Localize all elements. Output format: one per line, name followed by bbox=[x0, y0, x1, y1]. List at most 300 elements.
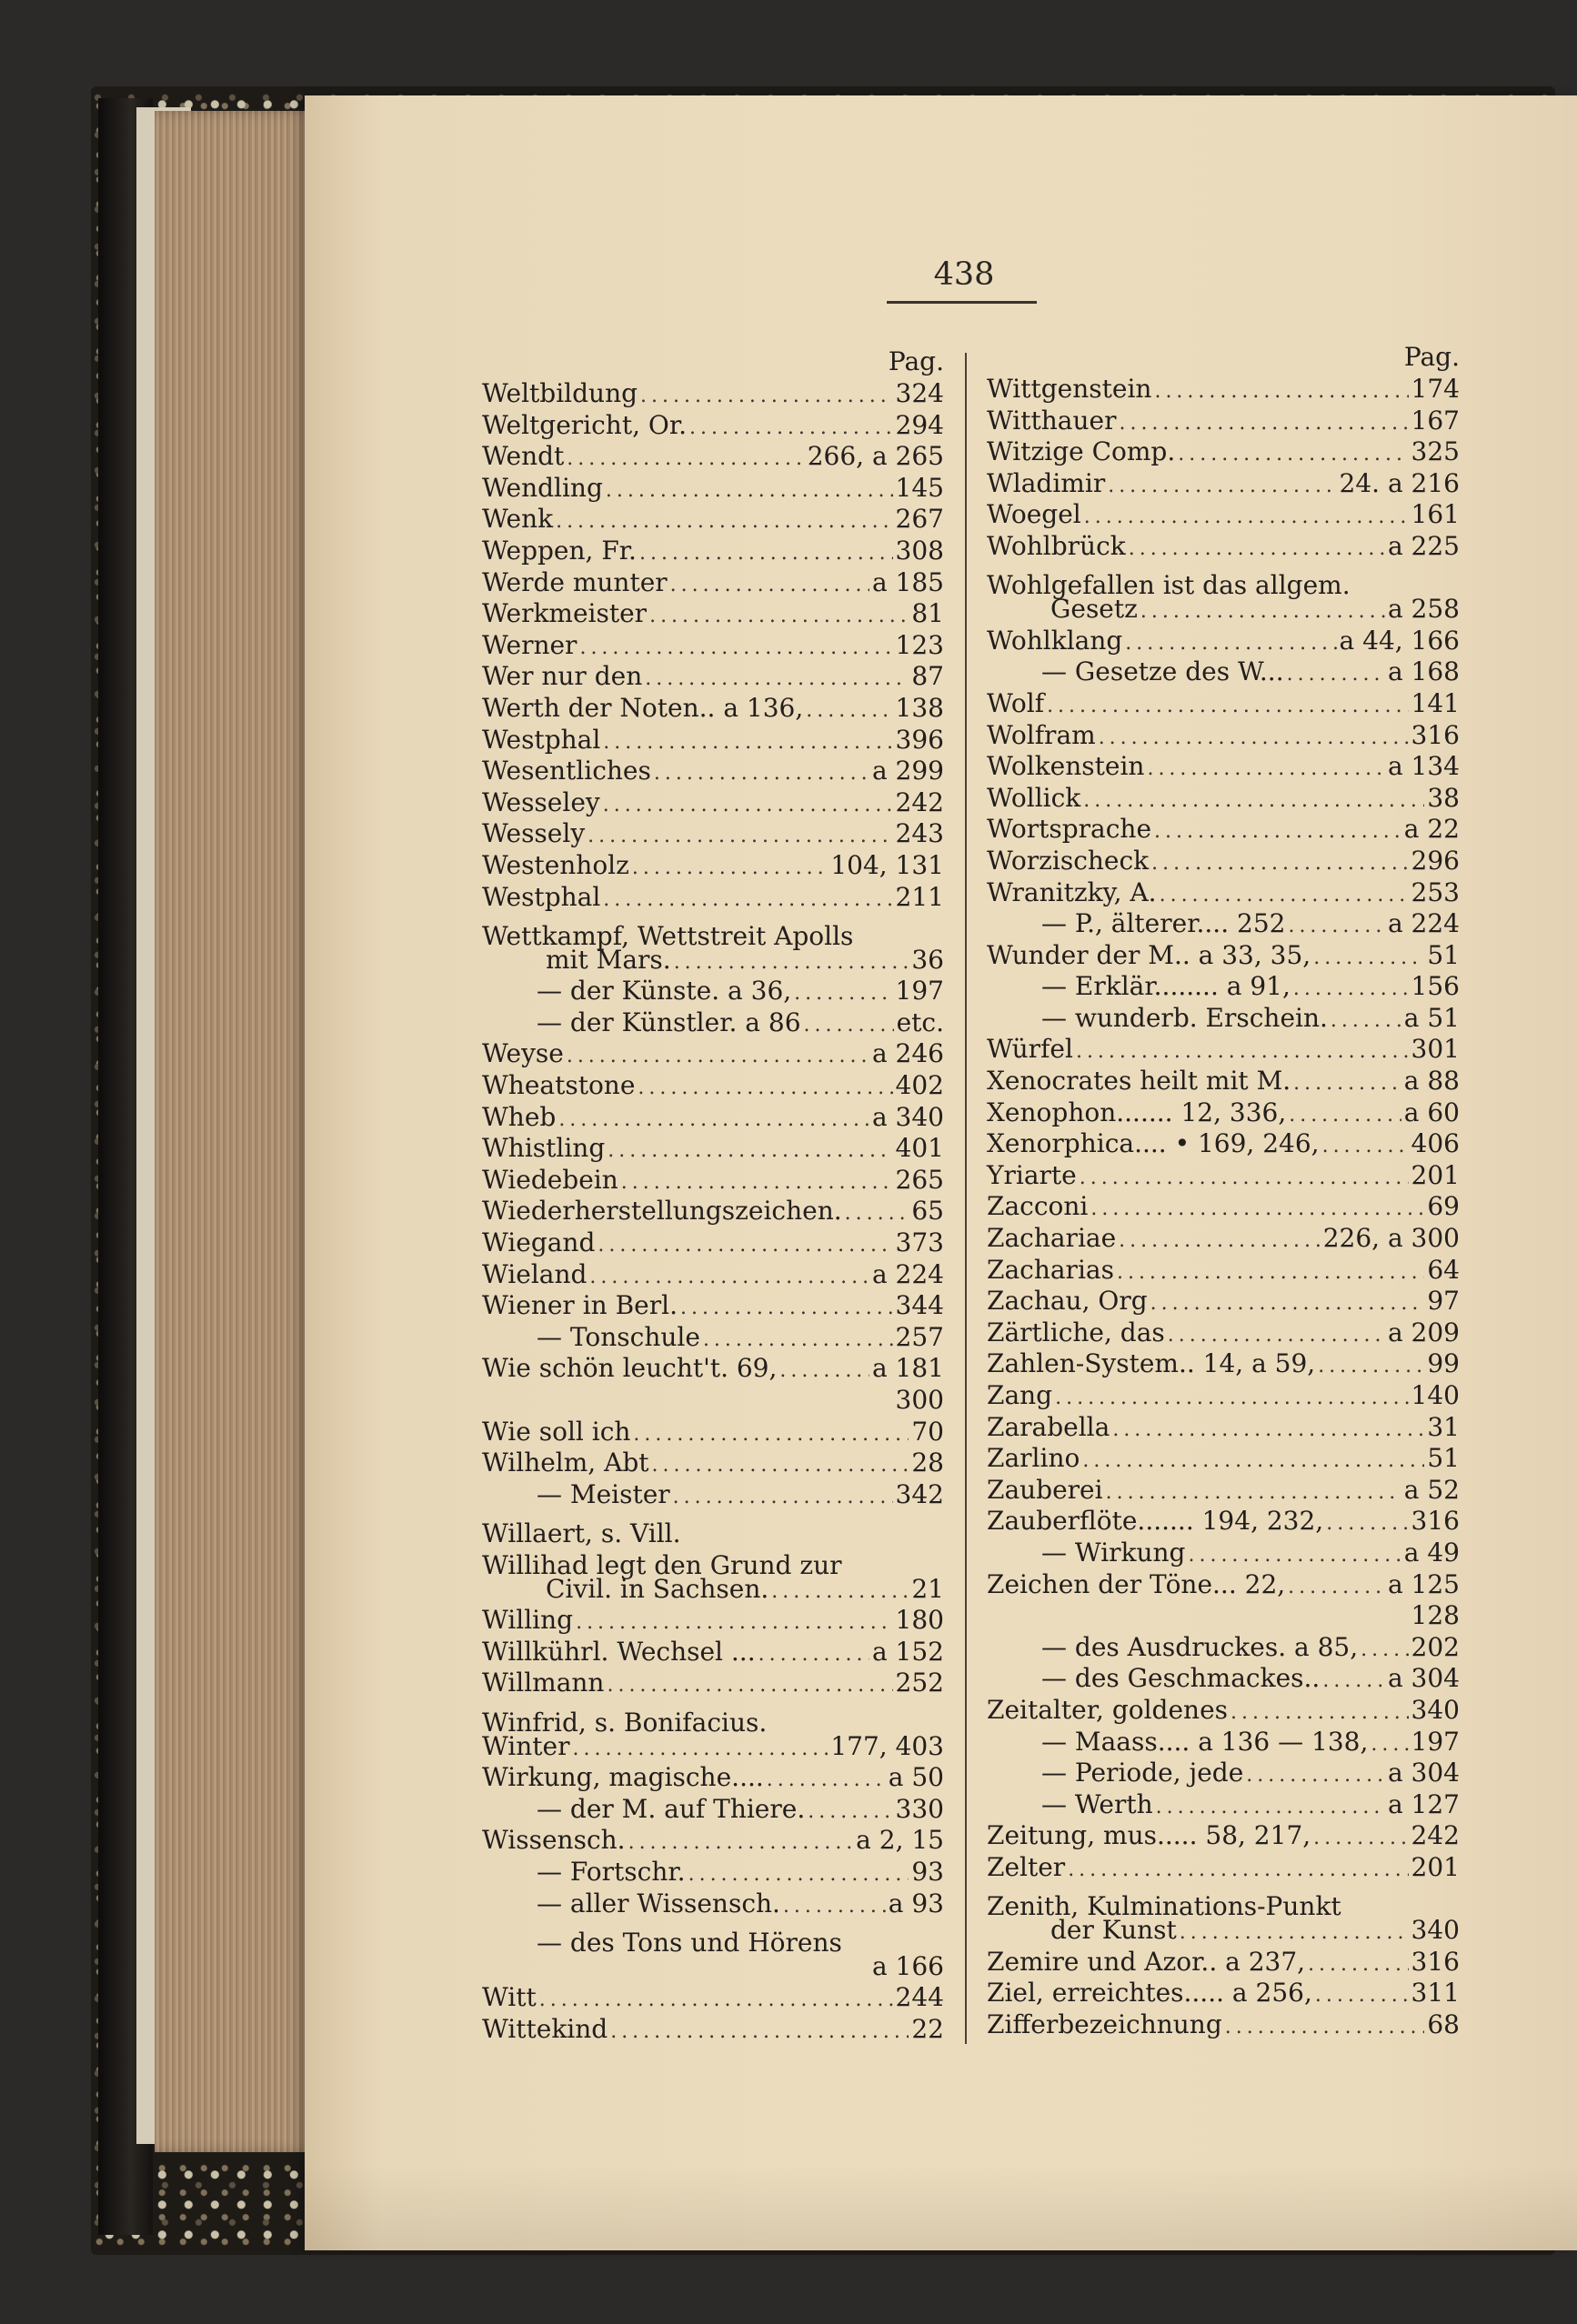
entry-page-ref: 128 bbox=[1411, 1600, 1460, 1631]
leader-dots bbox=[1344, 1884, 1457, 1916]
entry-term: — des Tons und Hörens bbox=[537, 1927, 842, 1958]
leader-dots bbox=[1293, 1066, 1401, 1097]
entry-page-ref: a 60 bbox=[1403, 1097, 1460, 1127]
leader-dots bbox=[1322, 1663, 1385, 1695]
entry-term: mit Mars. bbox=[546, 944, 671, 975]
entry-page-ref: 38 bbox=[1427, 782, 1460, 813]
entry-term: — Erklär........ a 91, bbox=[1041, 971, 1291, 1002]
index-entry bbox=[482, 1165, 944, 1197]
index-entry bbox=[482, 1479, 944, 1511]
entry-page-ref: a 93 bbox=[888, 1888, 944, 1918]
index-entry bbox=[987, 1034, 1460, 1066]
entry-term: Yriarte bbox=[987, 1159, 1077, 1190]
entry-page-ref: 242 bbox=[1411, 1820, 1460, 1851]
leader-dots bbox=[806, 693, 892, 725]
leader-dots bbox=[771, 1574, 909, 1606]
entry-term: — Tonschule bbox=[537, 1321, 700, 1352]
leader-dots bbox=[632, 850, 828, 882]
entry-page-ref: 344 bbox=[895, 1290, 944, 1321]
index-entry bbox=[987, 1538, 1460, 1569]
entry-page-ref: 316 bbox=[1411, 719, 1460, 750]
index-entry bbox=[987, 499, 1460, 531]
index-entry bbox=[482, 1510, 944, 1548]
entry-term: Wunder der M.. a 33, 35, bbox=[987, 939, 1311, 970]
entry-term: Whistling bbox=[482, 1133, 606, 1164]
entry-term: Xenocrates heilt mit M. bbox=[987, 1066, 1291, 1097]
leader-dots bbox=[1156, 1789, 1385, 1821]
index-entry bbox=[987, 436, 1460, 468]
index-entry bbox=[482, 630, 944, 662]
index-entry bbox=[482, 976, 944, 1007]
index-entry bbox=[987, 908, 1460, 940]
entry-page-ref: 300 bbox=[895, 1385, 944, 1415]
leader-dots bbox=[845, 1542, 942, 1574]
entry-term: Wohlbrück bbox=[987, 530, 1126, 561]
index-entry bbox=[482, 1070, 944, 1102]
leader-dots bbox=[576, 1605, 892, 1637]
leader-dots bbox=[603, 725, 892, 756]
leader-dots bbox=[1119, 406, 1408, 437]
leader-dots bbox=[588, 818, 892, 850]
entry-page-ref: 373 bbox=[895, 1227, 944, 1258]
index-entry bbox=[482, 787, 944, 819]
entry-term: Xenorphica.... • 169, 246, bbox=[987, 1128, 1320, 1159]
index-entry bbox=[482, 1919, 944, 1958]
entry-page-ref: 140 bbox=[1411, 1380, 1460, 1410]
entry-page-ref: 28 bbox=[911, 1447, 944, 1478]
index-entry bbox=[987, 1475, 1460, 1507]
entry-term: Weltgericht, Or. bbox=[482, 409, 688, 440]
index-entry bbox=[482, 818, 944, 850]
entry-term: Wie schön leucht't. 69, bbox=[482, 1353, 778, 1384]
leader-dots bbox=[628, 1825, 854, 1857]
entry-term: Zacharias bbox=[987, 1254, 1114, 1285]
index-entry bbox=[987, 1128, 1460, 1160]
index-entry bbox=[482, 1794, 944, 1826]
entry-page-ref: a 258 bbox=[1387, 594, 1460, 625]
entry-term: Wissensch. bbox=[482, 1825, 626, 1856]
index-entry bbox=[482, 1102, 944, 1134]
index-entry bbox=[482, 945, 944, 977]
entry-page-ref: a 209 bbox=[1387, 1317, 1460, 1347]
leader-dots bbox=[845, 1196, 909, 1227]
entry-page-ref: 70 bbox=[911, 1416, 944, 1447]
entry-term: Westphal bbox=[482, 724, 601, 755]
index-entry bbox=[482, 1574, 944, 1606]
entry-term: — P., älterer.... 252 bbox=[1041, 908, 1286, 939]
entry-page-ref: 201 bbox=[1411, 1159, 1460, 1190]
entry-term: Worzischeck bbox=[987, 845, 1150, 876]
entry-page-ref: a 304 bbox=[1387, 1758, 1460, 1788]
entry-term: Winfrid, s. Bonifacius. bbox=[482, 1707, 768, 1738]
leader-dots bbox=[1129, 531, 1385, 563]
entry-term: Willmann bbox=[482, 1668, 605, 1698]
entry-term: — aller Wissensch. bbox=[537, 1888, 780, 1918]
index-entry bbox=[987, 656, 1460, 688]
index-entry bbox=[482, 1637, 944, 1668]
entry-term: Willaert, s. Vill. bbox=[482, 1518, 681, 1548]
entry-term: Zauberei bbox=[987, 1474, 1103, 1505]
entry-page-ref: a 152 bbox=[871, 1636, 944, 1667]
entry-page-ref: 316 bbox=[1411, 1946, 1460, 1977]
leader-dots bbox=[1083, 783, 1424, 815]
entry-term: Westphal bbox=[482, 881, 601, 912]
entry-page-ref: 242 bbox=[895, 786, 944, 817]
entry-term: Zang bbox=[987, 1380, 1053, 1410]
entry-page-ref: 197 bbox=[1411, 1726, 1460, 1757]
entry-page-ref: 202 bbox=[1411, 1631, 1460, 1662]
index-entry bbox=[987, 1066, 1460, 1097]
index-entry bbox=[987, 1978, 1460, 2009]
index-entry bbox=[987, 1695, 1460, 1727]
entry-term: Wiener in Berl. bbox=[482, 1290, 678, 1321]
index-entry bbox=[987, 1191, 1460, 1223]
entry-term: Wieland bbox=[482, 1258, 588, 1289]
index-entry bbox=[987, 1003, 1460, 1035]
entry-page-ref: a 166 bbox=[871, 1950, 944, 1981]
entry-page-ref: 243 bbox=[895, 818, 944, 849]
entry-term: Werth der Noten.. a 136, bbox=[482, 692, 804, 723]
entry-term: Zifferbezeichnung bbox=[987, 2008, 1222, 2039]
entry-page-ref: 301 bbox=[1411, 1034, 1460, 1065]
entry-term: Wohlklang bbox=[987, 625, 1123, 656]
entry-page-ref: 87 bbox=[911, 661, 944, 692]
leader-dots bbox=[783, 1888, 886, 1920]
leader-dots bbox=[608, 1133, 892, 1165]
index-entry bbox=[987, 2009, 1460, 2041]
leader-dots bbox=[1315, 1978, 1409, 2009]
index-entry bbox=[482, 598, 944, 630]
leader-dots bbox=[556, 504, 892, 536]
right-index-column bbox=[987, 341, 1460, 2040]
entry-term: Wolfram bbox=[987, 719, 1096, 750]
leader-dots bbox=[654, 756, 869, 787]
index-entry bbox=[987, 688, 1460, 720]
index-entry bbox=[987, 1600, 1460, 1632]
index-entry bbox=[987, 940, 1460, 972]
index-entry bbox=[482, 1353, 944, 1385]
page-block-fore-edge bbox=[155, 111, 314, 2152]
leader-dots bbox=[1080, 1160, 1409, 1192]
index-entry bbox=[482, 1731, 944, 1763]
entry-page-ref: 316 bbox=[1411, 1506, 1460, 1537]
leader-dots bbox=[670, 567, 869, 599]
index-entry bbox=[987, 563, 1460, 601]
leader-dots bbox=[1313, 940, 1424, 972]
entry-page-ref: 51 bbox=[1427, 1443, 1460, 1474]
left-column-header: Pag. bbox=[888, 346, 944, 376]
entry-term: Wittekind bbox=[482, 2013, 608, 2044]
entry-page-ref: a 125 bbox=[1387, 1568, 1460, 1599]
entry-page-ref: 81 bbox=[911, 598, 944, 629]
entry-term: Zauberflöte....... 194, 232, bbox=[987, 1506, 1324, 1537]
entry-term: Wiederherstellungszeichen. bbox=[482, 1196, 842, 1227]
entry-term: Wittgenstein bbox=[987, 374, 1152, 404]
entry-term: Wettkampf, Wettstreit Apolls bbox=[482, 920, 854, 951]
leader-dots bbox=[1150, 1286, 1425, 1317]
entry-page-ref: a 50 bbox=[888, 1762, 944, 1793]
leader-dots bbox=[1076, 1034, 1409, 1066]
leader-dots bbox=[1289, 1097, 1401, 1129]
entry-term: Wessely bbox=[482, 818, 586, 849]
index-entry bbox=[482, 661, 944, 693]
entry-term: Zärtliche, das bbox=[987, 1317, 1165, 1347]
entry-term: Wheb bbox=[482, 1101, 557, 1132]
entry-page-ref: 330 bbox=[895, 1793, 944, 1824]
leader-dots bbox=[1055, 1380, 1408, 1412]
leader-dots bbox=[589, 1259, 869, 1291]
entry-page-ref: a 44, 166 bbox=[1339, 625, 1460, 656]
entry-term: Civil. in Sachsen. bbox=[546, 1573, 769, 1604]
entry-page-ref: 266, a 265 bbox=[807, 441, 944, 472]
entry-term: — Wirkung bbox=[1041, 1537, 1186, 1568]
index-entry bbox=[482, 567, 944, 599]
entry-term: Wie soll ich bbox=[482, 1416, 631, 1447]
entry-term: Zachariae bbox=[987, 1223, 1117, 1254]
entry-page-ref: 51 bbox=[1427, 939, 1460, 970]
leader-dots bbox=[804, 1007, 894, 1039]
leader-dots bbox=[640, 378, 893, 410]
entry-term: Weyse bbox=[482, 1038, 564, 1069]
leader-dots bbox=[607, 1668, 892, 1699]
entry-page-ref: 93 bbox=[911, 1856, 944, 1887]
leader-dots bbox=[1246, 1758, 1385, 1789]
index-entry bbox=[482, 1259, 944, 1291]
entry-term: Weltbildung bbox=[482, 378, 638, 408]
entry-page-ref: 156 bbox=[1411, 971, 1460, 1002]
entry-term: Würfel bbox=[987, 1034, 1073, 1065]
index-entry bbox=[482, 850, 944, 882]
entry-term: Witt bbox=[482, 1982, 537, 2013]
leader-dots bbox=[638, 1070, 892, 1102]
index-entry bbox=[482, 1417, 944, 1448]
leader-dots bbox=[1361, 1632, 1408, 1664]
index-entry bbox=[987, 1915, 1460, 1947]
entry-page-ref: 145 bbox=[895, 472, 944, 503]
entry-page-ref: 141 bbox=[1411, 687, 1460, 718]
index-entry bbox=[987, 1820, 1460, 1852]
index-entry bbox=[482, 1133, 944, 1165]
leader-dots bbox=[652, 1447, 909, 1479]
entry-term: — Gesetze des W... bbox=[1041, 656, 1284, 687]
index-entry bbox=[987, 1160, 1460, 1192]
index-entry bbox=[482, 1227, 944, 1259]
entry-page-ref: a 49 bbox=[1403, 1537, 1460, 1568]
leader-dots bbox=[1288, 1569, 1385, 1601]
leader-dots bbox=[674, 945, 909, 977]
entry-term: Zelter bbox=[987, 1851, 1066, 1882]
entry-page-ref: 402 bbox=[895, 1070, 944, 1101]
entry-page-ref: 161 bbox=[1411, 499, 1460, 530]
entry-page-ref: a 22 bbox=[1403, 814, 1460, 845]
index-entry bbox=[987, 1223, 1460, 1255]
entry-page-ref: a 304 bbox=[1387, 1663, 1460, 1694]
index-entry bbox=[987, 594, 1460, 626]
entry-page-ref: 21 bbox=[911, 1573, 944, 1604]
index-entry bbox=[482, 1385, 944, 1417]
entry-term: Wenk bbox=[482, 504, 554, 535]
entry-page-ref: a 127 bbox=[1387, 1788, 1460, 1819]
entry-term: — des Geschmackes.. bbox=[1041, 1663, 1321, 1694]
entry-page-ref: 174 bbox=[1411, 374, 1460, 404]
entry-term: Wiedebein bbox=[482, 1164, 618, 1195]
entry-term: — wunderb. Erschein. bbox=[1041, 1002, 1328, 1033]
leader-dots bbox=[1168, 1317, 1385, 1349]
leader-dots bbox=[567, 441, 804, 473]
index-entry bbox=[482, 1007, 944, 1039]
index-entry bbox=[987, 1097, 1460, 1129]
index-entry bbox=[987, 1884, 1460, 1922]
index-entry bbox=[987, 846, 1460, 877]
entry-page-ref: a 224 bbox=[871, 1258, 944, 1289]
entry-term: Wolf bbox=[987, 687, 1045, 718]
entry-page-ref: a 224 bbox=[1387, 908, 1460, 939]
entry-page-ref: 340 bbox=[1411, 1694, 1460, 1725]
entry-term: Zarlino bbox=[987, 1443, 1080, 1474]
leader-dots bbox=[1125, 626, 1336, 657]
entry-term: Zemire und Azor.. a 237, bbox=[987, 1946, 1306, 1977]
entry-page-ref: 324 bbox=[895, 378, 944, 408]
leader-dots bbox=[1180, 1915, 1409, 1947]
entry-page-ref: a 168 bbox=[1387, 656, 1460, 687]
index-entry bbox=[987, 1348, 1460, 1380]
page-shadow bbox=[305, 2164, 1577, 2250]
leader-dots bbox=[688, 1857, 909, 1888]
entry-term: Zachau, Org bbox=[987, 1286, 1148, 1317]
entry-page-ref: a 52 bbox=[1403, 1474, 1460, 1505]
leader-dots bbox=[1112, 1412, 1424, 1444]
index-entry bbox=[482, 2014, 944, 2046]
leader-dots bbox=[1140, 594, 1385, 626]
entry-page-ref: 311 bbox=[1411, 1978, 1460, 2008]
entry-term: — Periode, jede bbox=[1041, 1758, 1244, 1788]
leader-dots bbox=[1318, 1348, 1424, 1380]
entry-term: — Fortschr. bbox=[537, 1856, 686, 1887]
index-entry bbox=[482, 1668, 944, 1699]
index-entry bbox=[482, 1447, 944, 1479]
index-entry bbox=[482, 1196, 944, 1227]
leader-dots bbox=[689, 410, 893, 442]
entry-term: Willihad legt den Grund zur bbox=[482, 1549, 842, 1580]
leader-dots bbox=[1225, 2009, 1425, 2041]
index-entry bbox=[482, 725, 944, 756]
entry-page-ref: 294 bbox=[895, 409, 944, 440]
entry-term: Winter bbox=[482, 1730, 570, 1761]
entry-term: Wheatstone bbox=[482, 1070, 636, 1101]
entry-term: Zeitung, mus..... 58, 217, bbox=[987, 1820, 1311, 1851]
entry-term: — der Künste. a 36, bbox=[537, 976, 792, 1007]
leader-dots bbox=[1099, 720, 1409, 752]
leader-dots bbox=[621, 1165, 893, 1197]
entry-term: Wilhelm, Abt bbox=[482, 1447, 649, 1478]
column-divider bbox=[965, 353, 967, 2044]
entry-term: Gesetz bbox=[1050, 594, 1138, 625]
leader-dots bbox=[1084, 499, 1409, 531]
right-entries bbox=[987, 374, 1460, 2040]
entry-term: Willkührl. Wechsel ... bbox=[482, 1636, 756, 1667]
entry-term: Witzige Comp. bbox=[987, 436, 1176, 467]
leader-dots bbox=[845, 1919, 941, 1951]
entry-page-ref: 296 bbox=[1411, 845, 1460, 876]
index-entry bbox=[987, 720, 1460, 752]
index-entry bbox=[482, 504, 944, 536]
index-entry bbox=[482, 1857, 944, 1888]
entry-page-ref: 308 bbox=[895, 535, 944, 566]
entry-page-ref: a 88 bbox=[1403, 1066, 1460, 1097]
entry-term: Wer nur den bbox=[482, 661, 643, 692]
entry-term: — Meister bbox=[537, 1478, 670, 1509]
entry-term: Wesentliches bbox=[482, 756, 651, 786]
entry-term: Ziel, erreichtes..... a 256, bbox=[987, 1978, 1312, 2008]
index-entry bbox=[482, 1605, 944, 1637]
leader-dots bbox=[794, 976, 892, 1007]
leader-dots bbox=[1288, 908, 1385, 940]
left-index-column bbox=[482, 346, 944, 2045]
index-entry bbox=[987, 1789, 1460, 1821]
entry-term: Wolkenstein bbox=[987, 751, 1145, 782]
entry-page-ref: 69 bbox=[1427, 1191, 1460, 1222]
leader-dots bbox=[1326, 1506, 1408, 1538]
entry-term: Wirkung, magische.... bbox=[482, 1762, 764, 1793]
leader-dots bbox=[1151, 846, 1408, 877]
index-entry bbox=[482, 1888, 944, 1920]
entry-page-ref: 31 bbox=[1427, 1411, 1460, 1442]
entry-page-ref: 22 bbox=[911, 2013, 944, 2044]
index-entry bbox=[987, 531, 1460, 563]
entry-page-ref: a 181 bbox=[871, 1353, 944, 1384]
page-number: 438 bbox=[933, 256, 995, 293]
entry-page-ref: 401 bbox=[895, 1133, 944, 1164]
entry-term: Wesseley bbox=[482, 786, 600, 817]
leader-dots bbox=[649, 598, 909, 630]
leader-dots bbox=[606, 473, 893, 505]
leader-dots bbox=[1287, 656, 1385, 688]
leader-dots bbox=[808, 1794, 892, 1826]
right-column-header: Pag. bbox=[1403, 342, 1460, 372]
entry-page-ref: a 340 bbox=[871, 1101, 944, 1132]
entry-term: Westenholz bbox=[482, 849, 629, 880]
index-entry bbox=[987, 1255, 1460, 1287]
leader-dots bbox=[598, 1227, 892, 1259]
entry-page-ref: 211 bbox=[895, 881, 944, 912]
index-entry bbox=[482, 1290, 944, 1322]
entry-term: Zenith, Kulminations-Punkt bbox=[987, 1891, 1341, 1922]
entry-term: Werde munter bbox=[482, 566, 668, 597]
leader-dots bbox=[1068, 1852, 1408, 1884]
entry-term: — der M. auf Thiere. bbox=[537, 1793, 806, 1824]
left-entries bbox=[482, 378, 944, 2045]
entry-page-ref: 64 bbox=[1427, 1254, 1460, 1285]
index-entry bbox=[987, 814, 1460, 846]
entry-page-ref: 65 bbox=[911, 1196, 944, 1227]
leader-dots bbox=[1313, 1820, 1408, 1852]
entry-page-ref: 226, a 300 bbox=[1322, 1223, 1460, 1254]
leader-dots bbox=[539, 1982, 893, 2014]
entry-page-ref: 252 bbox=[895, 1668, 944, 1698]
leader-dots bbox=[1353, 563, 1457, 595]
leader-dots bbox=[1082, 1443, 1424, 1475]
entry-term: Willing bbox=[482, 1605, 574, 1636]
entry-term: Wendling bbox=[482, 472, 603, 503]
index-entry bbox=[987, 1412, 1460, 1444]
entry-page-ref: a 225 bbox=[1387, 530, 1460, 561]
entry-page-ref: 177, 403 bbox=[830, 1730, 944, 1761]
index-entry bbox=[987, 1317, 1460, 1349]
leader-dots bbox=[633, 1417, 909, 1448]
leader-dots bbox=[779, 1353, 869, 1385]
index-entry bbox=[987, 1663, 1460, 1695]
leader-dots bbox=[639, 536, 893, 567]
